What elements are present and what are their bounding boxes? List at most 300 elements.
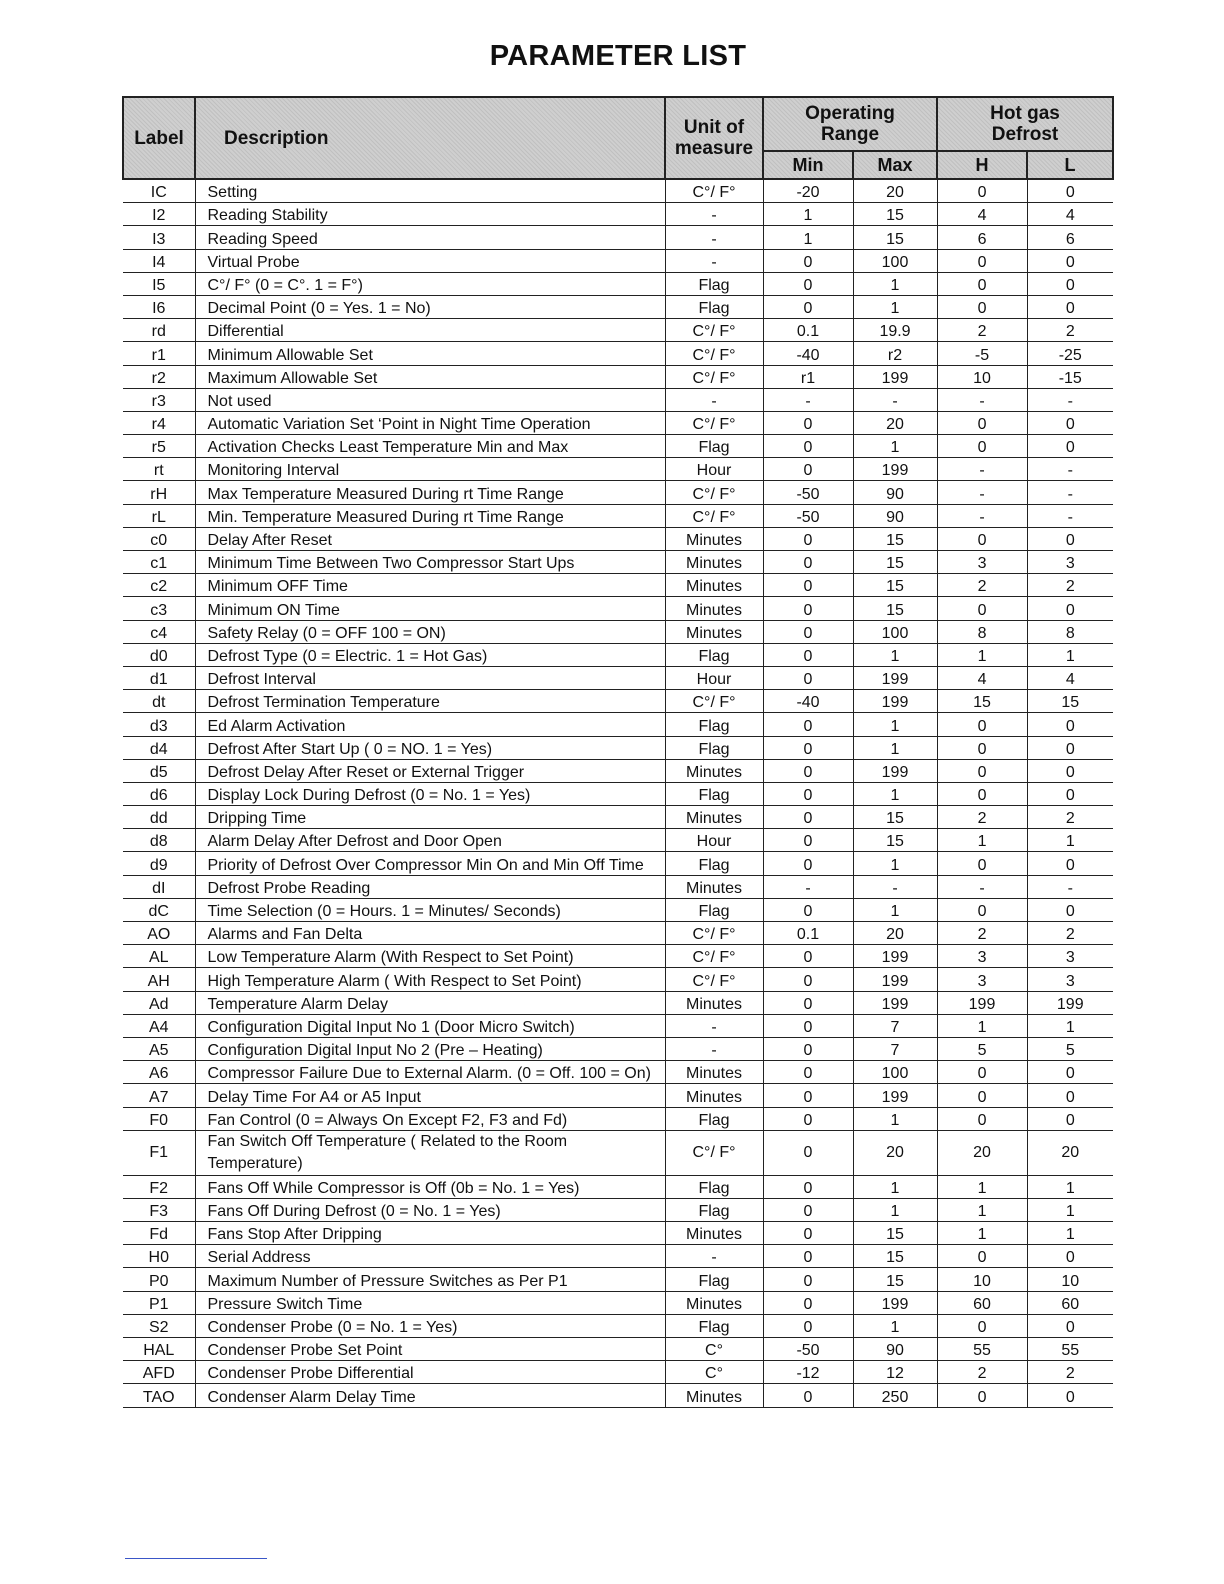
cell-min: -50 bbox=[763, 1338, 853, 1361]
cell-unit: Flag bbox=[665, 852, 763, 875]
cell-max: 15 bbox=[853, 527, 937, 550]
cell-defrost-l: 1 bbox=[1027, 1198, 1113, 1221]
cell-defrost-l: 20 bbox=[1027, 1130, 1113, 1175]
cell-description: Defrost Probe Reading bbox=[195, 875, 665, 898]
cell-defrost-l: 0 bbox=[1027, 1245, 1113, 1268]
cell-defrost-l: 2 bbox=[1027, 922, 1113, 945]
cell-max: 199 bbox=[853, 1291, 937, 1314]
cell-unit: C° bbox=[665, 1361, 763, 1384]
header-operating-range-line2: Range bbox=[820, 124, 880, 145]
table-row bbox=[123, 481, 1113, 504]
cell-defrost-h: 55 bbox=[937, 1338, 1027, 1361]
cell-max: 199 bbox=[853, 666, 937, 689]
cell-description: Reading Speed bbox=[195, 226, 665, 249]
table-row bbox=[123, 1061, 1113, 1084]
table-row bbox=[123, 1037, 1113, 1060]
table-row bbox=[123, 388, 1113, 411]
cell-description: Decimal Point (0 = Yes. 1 = No) bbox=[195, 295, 665, 318]
table-header bbox=[123, 97, 1113, 179]
cell-unit: Flag bbox=[665, 713, 763, 736]
cell-max: 199 bbox=[853, 458, 937, 481]
cell-min: 0 bbox=[763, 620, 853, 643]
cell-defrost-h: 10 bbox=[937, 365, 1027, 388]
cell-label: I6 bbox=[123, 295, 195, 318]
cell-label: c2 bbox=[123, 574, 195, 597]
cell-min: 0 bbox=[763, 458, 853, 481]
cell-min: 0 bbox=[763, 1245, 853, 1268]
cell-defrost-h: 0 bbox=[937, 295, 1027, 318]
cell-defrost-l: 0 bbox=[1027, 1314, 1113, 1337]
cell-defrost-l: 5 bbox=[1027, 1037, 1113, 1060]
cell-defrost-l: 10 bbox=[1027, 1268, 1113, 1291]
cell-description: Min. Temperature Measured During rt Time Range bbox=[195, 504, 665, 527]
cell-max: 1 bbox=[853, 1175, 937, 1198]
cell-unit: C°/ F° bbox=[665, 179, 763, 203]
header-operating-range-line1: Operating bbox=[805, 103, 895, 124]
cell-description: Fans Off While Compressor is Off (0b = No. 1 = Yes) bbox=[195, 1175, 665, 1198]
cell-description: Fans Off During Defrost (0 = No. 1 = Yes) bbox=[195, 1198, 665, 1221]
cell-max: 15 bbox=[853, 1222, 937, 1245]
cell-defrost-h: 1 bbox=[937, 1222, 1027, 1245]
cell-max: 199 bbox=[853, 365, 937, 388]
cell-defrost-h: 0 bbox=[937, 898, 1027, 921]
cell-min: -20 bbox=[763, 179, 853, 203]
cell-min: 0 bbox=[763, 736, 853, 759]
cell-description: Condenser Alarm Delay Time bbox=[195, 1384, 665, 1407]
cell-label: I2 bbox=[123, 203, 195, 226]
parameter-table bbox=[122, 96, 1114, 1408]
cell-max: 7 bbox=[853, 1014, 937, 1037]
cell-min: -50 bbox=[763, 504, 853, 527]
cell-max: 1 bbox=[853, 1198, 937, 1221]
cell-min: 0 bbox=[763, 898, 853, 921]
cell-label: F3 bbox=[123, 1198, 195, 1221]
cell-max: - bbox=[853, 875, 937, 898]
table-row bbox=[123, 620, 1113, 643]
table-row bbox=[123, 922, 1113, 945]
table-row bbox=[123, 852, 1113, 875]
cell-unit: - bbox=[665, 226, 763, 249]
cell-label: AO bbox=[123, 922, 195, 945]
cell-unit: Flag bbox=[665, 643, 763, 666]
cell-defrost-l: 3 bbox=[1027, 968, 1113, 991]
cell-description: Automatic Variation Set ‘Point in Night Time Operation bbox=[195, 411, 665, 434]
cell-unit: Minutes bbox=[665, 759, 763, 782]
cell-max: 1 bbox=[853, 295, 937, 318]
header-unit-line1: Unit of bbox=[683, 117, 745, 138]
cell-max: 199 bbox=[853, 759, 937, 782]
table-row bbox=[123, 1107, 1113, 1130]
cell-max: 15 bbox=[853, 574, 937, 597]
cell-description: Pressure Switch Time bbox=[195, 1291, 665, 1314]
cell-min: 0 bbox=[763, 782, 853, 805]
cell-label: I4 bbox=[123, 249, 195, 272]
cell-max: 7 bbox=[853, 1037, 937, 1060]
cell-defrost-l: - bbox=[1027, 458, 1113, 481]
header-min: Min bbox=[763, 151, 853, 179]
cell-label: Fd bbox=[123, 1222, 195, 1245]
cell-label: d1 bbox=[123, 666, 195, 689]
cell-label: I3 bbox=[123, 226, 195, 249]
cell-defrost-l: 60 bbox=[1027, 1291, 1113, 1314]
cell-unit: Minutes bbox=[665, 1291, 763, 1314]
cell-label: d4 bbox=[123, 736, 195, 759]
cell-defrost-l: 3 bbox=[1027, 945, 1113, 968]
cell-description: Monitoring Interval bbox=[195, 458, 665, 481]
table-body bbox=[123, 179, 1113, 1407]
cell-defrost-l: -15 bbox=[1027, 365, 1113, 388]
cell-unit: Flag bbox=[665, 295, 763, 318]
cell-min: 0 bbox=[763, 574, 853, 597]
cell-defrost-h: 2 bbox=[937, 1361, 1027, 1384]
cell-min: 0 bbox=[763, 1314, 853, 1337]
cell-min: 0 bbox=[763, 411, 853, 434]
cell-unit: Flag bbox=[665, 898, 763, 921]
cell-description: Fan Switch Off Temperature ( Related to the Room Temperature) bbox=[195, 1130, 665, 1175]
cell-description: Condenser Probe Differential bbox=[195, 1361, 665, 1384]
cell-defrost-h: 0 bbox=[937, 1061, 1027, 1084]
cell-description: Defrost After Start Up ( 0 = NO. 1 = Yes) bbox=[195, 736, 665, 759]
cell-label: dd bbox=[123, 806, 195, 829]
cell-label: I5 bbox=[123, 272, 195, 295]
cell-unit: C°/ F° bbox=[665, 319, 763, 342]
cell-unit: Minutes bbox=[665, 620, 763, 643]
cell-description: Compressor Failure Due to External Alarm. (0 = Off. 100 = On) bbox=[195, 1061, 665, 1084]
cell-label: AH bbox=[123, 968, 195, 991]
cell-defrost-h: 0 bbox=[937, 852, 1027, 875]
header-max: Max bbox=[853, 151, 937, 179]
cell-defrost-l: 0 bbox=[1027, 736, 1113, 759]
cell-label: P0 bbox=[123, 1268, 195, 1291]
cell-unit: Minutes bbox=[665, 806, 763, 829]
cell-defrost-h: 8 bbox=[937, 620, 1027, 643]
cell-label: c1 bbox=[123, 551, 195, 574]
cell-defrost-h: 15 bbox=[937, 690, 1027, 713]
cell-unit: C°/ F° bbox=[665, 481, 763, 504]
cell-unit: C°/ F° bbox=[665, 1130, 763, 1175]
cell-defrost-l: 2 bbox=[1027, 319, 1113, 342]
cell-unit: Hour bbox=[665, 458, 763, 481]
cell-unit: Hour bbox=[665, 829, 763, 852]
cell-max: 1 bbox=[853, 852, 937, 875]
cell-defrost-l: -25 bbox=[1027, 342, 1113, 365]
cell-unit: C°/ F° bbox=[665, 968, 763, 991]
cell-max: 15 bbox=[853, 551, 937, 574]
cell-unit: C° bbox=[665, 1338, 763, 1361]
cell-defrost-h: 0 bbox=[937, 435, 1027, 458]
cell-label: c4 bbox=[123, 620, 195, 643]
cell-unit: Flag bbox=[665, 1198, 763, 1221]
cell-min: 0 bbox=[763, 1384, 853, 1407]
cell-description: Maximum Allowable Set bbox=[195, 365, 665, 388]
table-row bbox=[123, 1130, 1113, 1175]
cell-unit: Flag bbox=[665, 1314, 763, 1337]
cell-unit: - bbox=[665, 249, 763, 272]
cell-description: Ed Alarm Activation bbox=[195, 713, 665, 736]
cell-unit: Hour bbox=[665, 666, 763, 689]
cell-defrost-h: 0 bbox=[937, 411, 1027, 434]
cell-label: dI bbox=[123, 875, 195, 898]
cell-max: 1 bbox=[853, 1107, 937, 1130]
cell-defrost-h: 0 bbox=[937, 759, 1027, 782]
cell-max: r2 bbox=[853, 342, 937, 365]
cell-description: Display Lock During Defrost (0 = No. 1 = Yes) bbox=[195, 782, 665, 805]
cell-defrost-l: - bbox=[1027, 875, 1113, 898]
cell-max: 15 bbox=[853, 597, 937, 620]
cell-description: Condenser Probe (0 = No. 1 = Yes) bbox=[195, 1314, 665, 1337]
table-row bbox=[123, 1338, 1113, 1361]
cell-defrost-h: - bbox=[937, 481, 1027, 504]
cell-label: P1 bbox=[123, 1291, 195, 1314]
cell-unit: - bbox=[665, 1245, 763, 1268]
table-row bbox=[123, 829, 1113, 852]
cell-unit: C°/ F° bbox=[665, 504, 763, 527]
cell-description: Max Temperature Measured During rt Time Range bbox=[195, 481, 665, 504]
cell-max: 199 bbox=[853, 968, 937, 991]
cell-description: Minimum Allowable Set bbox=[195, 342, 665, 365]
cell-defrost-l: 2 bbox=[1027, 806, 1113, 829]
header-unit bbox=[665, 97, 763, 179]
cell-defrost-h: 2 bbox=[937, 922, 1027, 945]
header-hot-gas-defrost bbox=[937, 97, 1113, 151]
cell-unit: C°/ F° bbox=[665, 411, 763, 434]
cell-defrost-h: 1 bbox=[937, 643, 1027, 666]
cell-min: r1 bbox=[763, 365, 853, 388]
cell-description: Fans Stop After Dripping bbox=[195, 1222, 665, 1245]
cell-defrost-h: 0 bbox=[937, 249, 1027, 272]
cell-max: 20 bbox=[853, 179, 937, 203]
cell-defrost-h: 0 bbox=[937, 597, 1027, 620]
header-label: Label bbox=[123, 97, 195, 179]
cell-defrost-h: 60 bbox=[937, 1291, 1027, 1314]
cell-description: Alarms and Fan Delta bbox=[195, 922, 665, 945]
cell-unit: C°/ F° bbox=[665, 922, 763, 945]
cell-min: 0 bbox=[763, 295, 853, 318]
cell-description: Defrost Interval bbox=[195, 666, 665, 689]
cell-defrost-h: 4 bbox=[937, 666, 1027, 689]
cell-unit: - bbox=[665, 203, 763, 226]
cell-defrost-h: 0 bbox=[937, 1107, 1027, 1130]
cell-defrost-l: 1 bbox=[1027, 1222, 1113, 1245]
cell-defrost-h: 6 bbox=[937, 226, 1027, 249]
cell-description: Delay After Reset bbox=[195, 527, 665, 550]
cell-max: 15 bbox=[853, 1268, 937, 1291]
cell-defrost-l: 1 bbox=[1027, 643, 1113, 666]
cell-label: c0 bbox=[123, 527, 195, 550]
table-row bbox=[123, 1198, 1113, 1221]
header-hot-gas-defrost-line2: Defrost bbox=[991, 124, 1059, 145]
table-row bbox=[123, 759, 1113, 782]
cell-max: 19.9 bbox=[853, 319, 937, 342]
cell-min: 0 bbox=[763, 713, 853, 736]
table-row bbox=[123, 945, 1113, 968]
cell-max: 15 bbox=[853, 203, 937, 226]
cell-max: 199 bbox=[853, 991, 937, 1014]
cell-defrost-l: 15 bbox=[1027, 690, 1113, 713]
cell-description: Maximum Number of Pressure Switches as Per P1 bbox=[195, 1268, 665, 1291]
cell-min: 0 bbox=[763, 1014, 853, 1037]
cell-label: F2 bbox=[123, 1175, 195, 1198]
cell-description: Fan Control (0 = Always On Except F2, F3 and Fd) bbox=[195, 1107, 665, 1130]
cell-label: r2 bbox=[123, 365, 195, 388]
cell-defrost-l: 0 bbox=[1027, 898, 1113, 921]
cell-unit: Minutes bbox=[665, 527, 763, 550]
cell-defrost-l: 0 bbox=[1027, 295, 1113, 318]
cell-unit: C°/ F° bbox=[665, 342, 763, 365]
cell-description: Time Selection (0 = Hours. 1 = Minutes/ Seconds) bbox=[195, 898, 665, 921]
cell-max: 15 bbox=[853, 806, 937, 829]
cell-description: Defrost Type (0 = Electric. 1 = Hot Gas) bbox=[195, 643, 665, 666]
cell-min: -40 bbox=[763, 342, 853, 365]
cell-min: 0 bbox=[763, 1268, 853, 1291]
cell-max: 1 bbox=[853, 736, 937, 759]
cell-min: 0 bbox=[763, 527, 853, 550]
cell-defrost-h: 1 bbox=[937, 1198, 1027, 1221]
cell-min: -50 bbox=[763, 481, 853, 504]
page-title: PARAMETER LIST bbox=[489, 40, 747, 72]
cell-defrost-h: 0 bbox=[937, 1245, 1027, 1268]
cell-defrost-l: 0 bbox=[1027, 249, 1113, 272]
cell-unit: Minutes bbox=[665, 1084, 763, 1107]
cell-max: 90 bbox=[853, 1338, 937, 1361]
cell-description: Defrost Termination Temperature bbox=[195, 690, 665, 713]
cell-defrost-l: - bbox=[1027, 481, 1113, 504]
cell-defrost-h: 0 bbox=[937, 527, 1027, 550]
cell-max: 250 bbox=[853, 1384, 937, 1407]
cell-defrost-l: - bbox=[1027, 388, 1113, 411]
cell-label: r4 bbox=[123, 411, 195, 434]
cell-label: F0 bbox=[123, 1107, 195, 1130]
cell-min: 0 bbox=[763, 597, 853, 620]
cell-max: 100 bbox=[853, 620, 937, 643]
cell-min: 0 bbox=[763, 968, 853, 991]
cell-defrost-l: 8 bbox=[1027, 620, 1113, 643]
cell-defrost-h: -5 bbox=[937, 342, 1027, 365]
table-row bbox=[123, 713, 1113, 736]
table-row bbox=[123, 1175, 1113, 1198]
cell-defrost-h: 2 bbox=[937, 319, 1027, 342]
cell-defrost-l: 1 bbox=[1027, 829, 1113, 852]
cell-description: Priority of Defrost Over Compressor Min On and Min Off Time bbox=[195, 852, 665, 875]
table-row bbox=[123, 1291, 1113, 1314]
cell-min: 0 bbox=[763, 806, 853, 829]
cell-description: C°/ F° (0 = C°. 1 = F°) bbox=[195, 272, 665, 295]
cell-max: 20 bbox=[853, 1130, 937, 1175]
cell-label: d5 bbox=[123, 759, 195, 782]
table-row bbox=[123, 690, 1113, 713]
cell-label: dt bbox=[123, 690, 195, 713]
cell-defrost-l: 0 bbox=[1027, 759, 1113, 782]
cell-min: 0 bbox=[763, 1198, 853, 1221]
cell-defrost-h: 0 bbox=[937, 782, 1027, 805]
cell-label: d9 bbox=[123, 852, 195, 875]
cell-label: S2 bbox=[123, 1314, 195, 1337]
cell-unit: C°/ F° bbox=[665, 945, 763, 968]
cell-min: 0 bbox=[763, 1084, 853, 1107]
cell-description: High Temperature Alarm ( With Respect to Set Point) bbox=[195, 968, 665, 991]
cell-min: 0.1 bbox=[763, 922, 853, 945]
cell-defrost-h: - bbox=[937, 458, 1027, 481]
cell-defrost-l: 0 bbox=[1027, 1107, 1113, 1130]
cell-defrost-h: 199 bbox=[937, 991, 1027, 1014]
cell-max: 1 bbox=[853, 272, 937, 295]
cell-description: Condenser Probe Set Point bbox=[195, 1338, 665, 1361]
cell-defrost-l: 0 bbox=[1027, 179, 1113, 203]
table-row bbox=[123, 736, 1113, 759]
cell-description: Safety Relay (0 = OFF 100 = ON) bbox=[195, 620, 665, 643]
table-row bbox=[123, 991, 1113, 1014]
cell-label: A6 bbox=[123, 1061, 195, 1084]
cell-label: d6 bbox=[123, 782, 195, 805]
table-row bbox=[123, 226, 1113, 249]
cell-description: Configuration Digital Input No 1 (Door Micro Switch) bbox=[195, 1014, 665, 1037]
cell-defrost-h: - bbox=[937, 388, 1027, 411]
cell-defrost-h: 4 bbox=[937, 203, 1027, 226]
cell-defrost-l: 2 bbox=[1027, 1361, 1113, 1384]
cell-unit: Minutes bbox=[665, 991, 763, 1014]
table-row bbox=[123, 898, 1113, 921]
cell-max: 100 bbox=[853, 249, 937, 272]
cell-max: 1 bbox=[853, 713, 937, 736]
cell-defrost-h: 3 bbox=[937, 551, 1027, 574]
cell-label: TAO bbox=[123, 1384, 195, 1407]
cell-description: Reading Stability bbox=[195, 203, 665, 226]
cell-defrost-h: 0 bbox=[937, 1084, 1027, 1107]
cell-label: d0 bbox=[123, 643, 195, 666]
cell-unit: - bbox=[665, 1037, 763, 1060]
cell-unit: Minutes bbox=[665, 597, 763, 620]
cell-max: 20 bbox=[853, 411, 937, 434]
cell-min: 0 bbox=[763, 666, 853, 689]
cell-label: rL bbox=[123, 504, 195, 527]
header-operating-range bbox=[763, 97, 937, 151]
table-row bbox=[123, 968, 1113, 991]
cell-min: 0 bbox=[763, 945, 853, 968]
table-row bbox=[123, 179, 1113, 203]
cell-defrost-h: 10 bbox=[937, 1268, 1027, 1291]
cell-unit: Minutes bbox=[665, 1222, 763, 1245]
cell-min: 1 bbox=[763, 203, 853, 226]
cell-unit: Flag bbox=[665, 435, 763, 458]
cell-unit: C°/ F° bbox=[665, 690, 763, 713]
table-row bbox=[123, 1084, 1113, 1107]
table-row bbox=[123, 203, 1113, 226]
cell-unit: C°/ F° bbox=[665, 365, 763, 388]
cell-unit: Flag bbox=[665, 1107, 763, 1130]
cell-max: 199 bbox=[853, 945, 937, 968]
table-row bbox=[123, 1222, 1113, 1245]
cell-defrost-l: 0 bbox=[1027, 435, 1113, 458]
table-row bbox=[123, 806, 1113, 829]
cell-min: 0.1 bbox=[763, 319, 853, 342]
cell-unit: - bbox=[665, 1014, 763, 1037]
cell-min: 0 bbox=[763, 1061, 853, 1084]
cell-defrost-h: - bbox=[937, 875, 1027, 898]
cell-description: Delay Time For A4 or A5 Input bbox=[195, 1084, 665, 1107]
cell-description: Setting bbox=[195, 179, 665, 203]
cell-description: Serial Address bbox=[195, 1245, 665, 1268]
cell-defrost-h: - bbox=[937, 504, 1027, 527]
header-description: Description bbox=[195, 97, 665, 179]
cell-min: 0 bbox=[763, 1130, 853, 1175]
cell-label: AL bbox=[123, 945, 195, 968]
cell-min: 0 bbox=[763, 829, 853, 852]
cell-defrost-l: 0 bbox=[1027, 782, 1113, 805]
cell-defrost-l: 0 bbox=[1027, 1084, 1113, 1107]
cell-description: Differential bbox=[195, 319, 665, 342]
cell-min: - bbox=[763, 875, 853, 898]
cell-label: A5 bbox=[123, 1037, 195, 1060]
